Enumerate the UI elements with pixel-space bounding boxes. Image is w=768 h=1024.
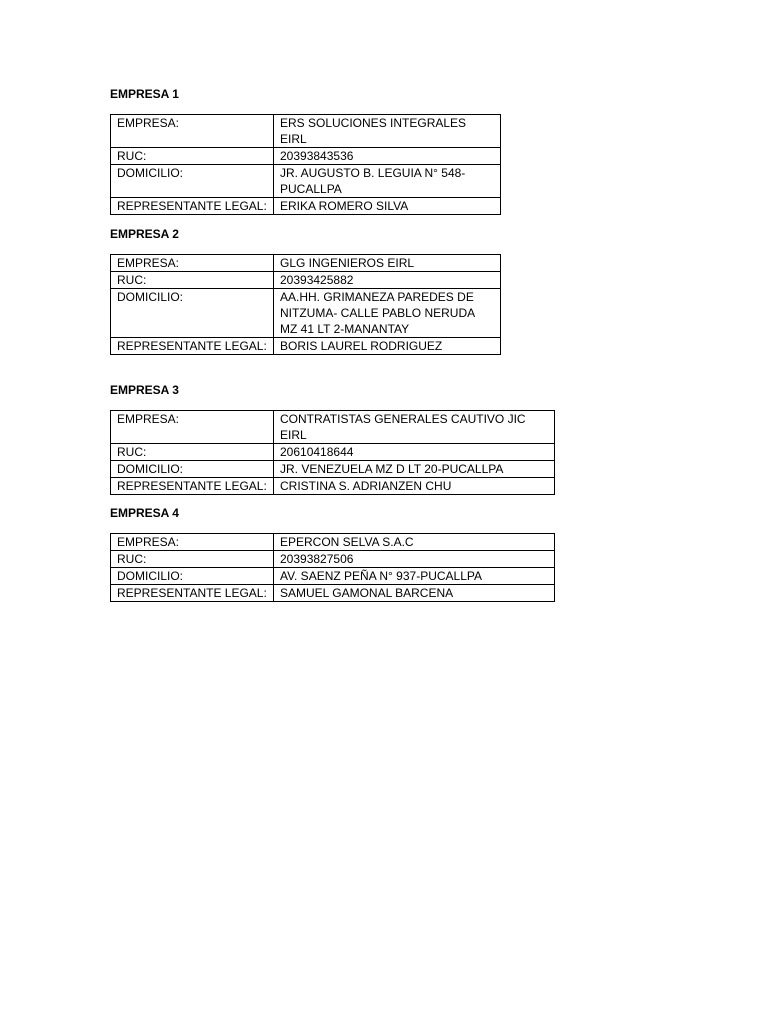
representante-value: CRISTINA S. ADRIANZEN CHU — [274, 478, 555, 495]
ruc-value: 20610418644 — [274, 444, 555, 461]
company-table — [110, 114, 501, 215]
empresa-value: ERS SOLUCIONES INTEGRALES EIRL — [274, 115, 501, 148]
ruc-label: RUC: — [111, 148, 274, 165]
domicilio-label: DOMICILIO: — [111, 568, 274, 585]
domicilio-label: DOMICILIO: — [111, 165, 274, 198]
representante-value: ERIKA ROMERO SILVA — [274, 198, 501, 215]
domicilio-value — [274, 165, 501, 198]
empresa-label: EMPRESA: — [111, 115, 274, 148]
company-block-1 — [110, 87, 501, 215]
representante-label: REPRESENTANTE LEGAL: — [111, 198, 274, 215]
table-row — [111, 568, 555, 585]
empresa-label: EMPRESA: — [111, 411, 274, 444]
table-row — [111, 478, 555, 495]
domicilio-line: JR. VENEZUELA MZ D LT 20-PUCALLPA — [280, 462, 504, 476]
table-row — [111, 411, 555, 444]
company-table — [110, 254, 501, 355]
empresa-value: GLG INGENIEROS EIRL — [274, 255, 501, 272]
representante-value: SAMUEL GAMONAL BARCENA — [274, 585, 555, 602]
company-heading: EMPRESA 4 — [110, 506, 179, 520]
representante-label: REPRESENTANTE LEGAL: — [111, 338, 274, 355]
table-row — [111, 534, 555, 551]
table-row — [111, 585, 555, 602]
table-row — [111, 289, 501, 338]
company-heading: EMPRESA 2 — [110, 227, 179, 241]
table-row — [111, 461, 555, 478]
table-row — [111, 338, 501, 355]
company-heading: EMPRESA 3 — [110, 383, 179, 397]
representante-value: BORIS LAUREL RODRIGUEZ — [274, 338, 501, 355]
table-row — [111, 115, 501, 148]
domicilio-line: AV. SAENZ PEÑA N° 937-PUCALLPA — [280, 569, 482, 583]
company-block-2 — [110, 227, 501, 355]
domicilio-value — [274, 289, 501, 338]
ruc-value: 20393425882 — [274, 272, 501, 289]
empresa-label: EMPRESA: — [111, 255, 274, 272]
ruc-label: RUC: — [111, 551, 274, 568]
domicilio-line: JR. AUGUSTO B. LEGUIA N° 548- — [280, 166, 466, 180]
table-row — [111, 255, 501, 272]
empresa-value: EPERCON SELVA S.A.C — [274, 534, 555, 551]
company-block-4 — [110, 506, 555, 602]
domicilio-label: DOMICILIO: — [111, 289, 274, 338]
domicilio-line: NITZUMA- CALLE PABLO NERUDA — [280, 306, 476, 320]
domicilio-value — [274, 461, 555, 478]
empresa-label: EMPRESA: — [111, 534, 274, 551]
ruc-value: 20393827506 — [274, 551, 555, 568]
table-row — [111, 165, 501, 198]
table-row — [111, 198, 501, 215]
company-table — [110, 410, 555, 495]
domicilio-value — [274, 568, 555, 585]
table-row — [111, 551, 555, 568]
ruc-label: RUC: — [111, 272, 274, 289]
domicilio-line: MZ 41 LT 2-MANANTAY — [280, 322, 410, 336]
domicilio-label: DOMICILIO: — [111, 461, 274, 478]
domicilio-line: PUCALLPA — [280, 182, 342, 196]
empresa-value: CONTRATISTAS GENERALES CAUTIVO JIC EIRL — [274, 411, 555, 444]
company-table — [110, 533, 555, 602]
company-block-3 — [110, 383, 555, 495]
company-heading: EMPRESA 1 — [110, 87, 179, 101]
table-row — [111, 444, 555, 461]
table-row — [111, 272, 501, 289]
ruc-label: RUC: — [111, 444, 274, 461]
representante-label: REPRESENTANTE LEGAL: — [111, 585, 274, 602]
domicilio-line: AA.HH. GRIMANEZA PAREDES DE — [280, 290, 474, 304]
representante-label: REPRESENTANTE LEGAL: — [111, 478, 274, 495]
ruc-value: 20393843536 — [274, 148, 501, 165]
table-row — [111, 148, 501, 165]
